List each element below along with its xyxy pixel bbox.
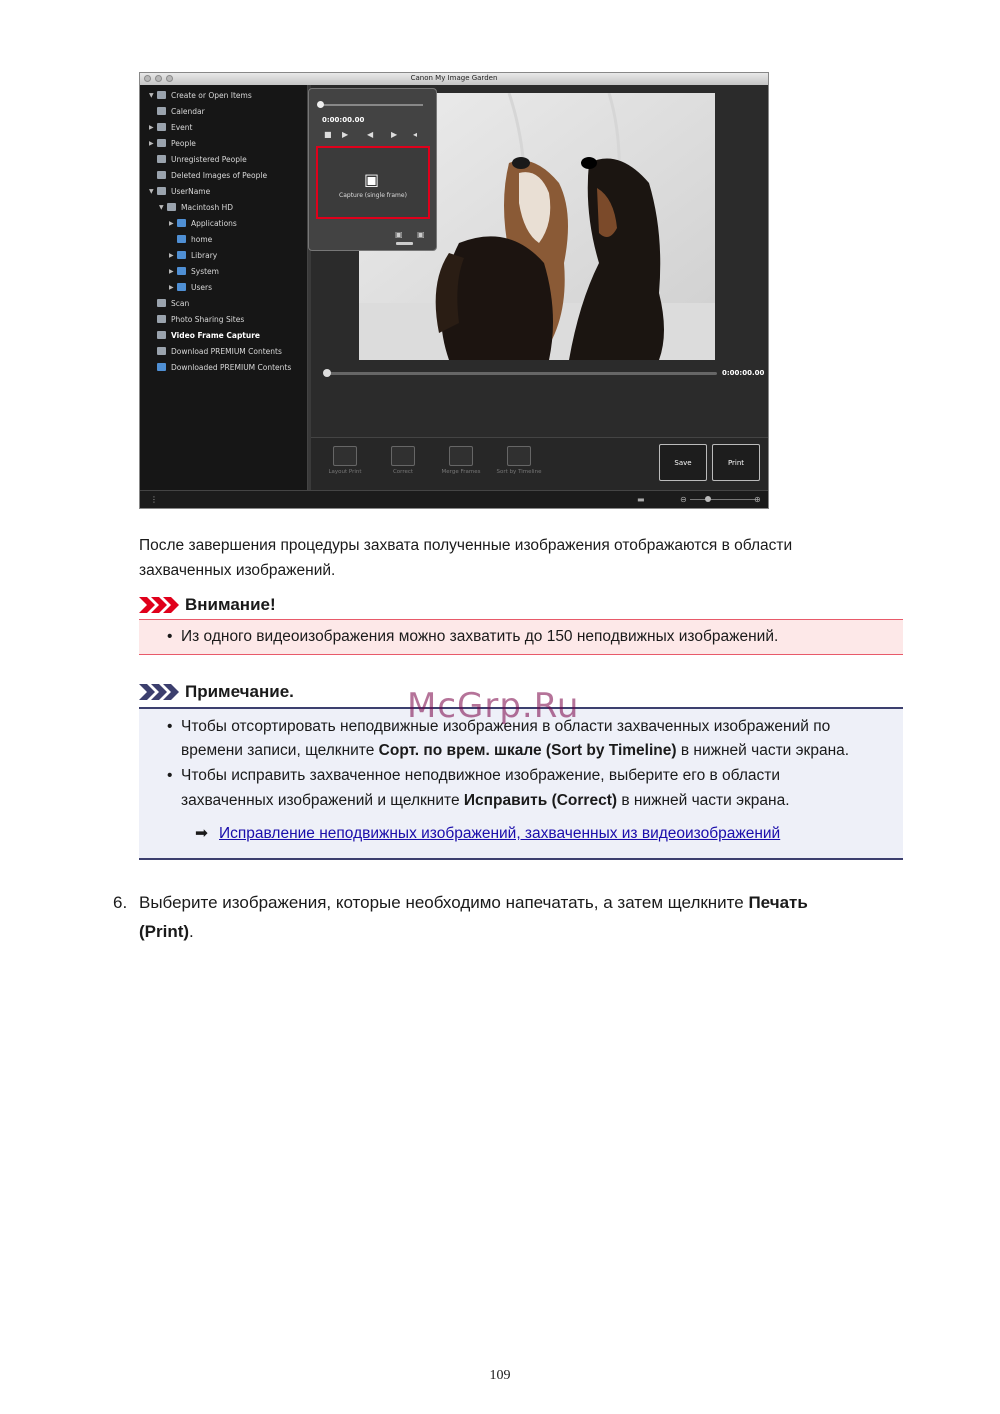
note-title: Примечание. — [185, 682, 294, 701]
video-icon — [157, 331, 166, 339]
disclosure-triangle-icon[interactable]: ▶ — [149, 139, 154, 147]
sidebar-item[interactable] — [169, 248, 217, 262]
video-seekbar[interactable] — [325, 372, 717, 375]
video-timecode: 0:00:00.00 — [722, 369, 765, 377]
note1-line2-end: в нижней части экрана. — [676, 742, 850, 759]
sidebar-item[interactable] — [159, 200, 233, 214]
merge-frames-icon — [449, 446, 473, 466]
sidebar-item-label: Scan — [171, 298, 190, 308]
save-button[interactable]: Save — [659, 444, 707, 481]
note2-line2-text: захваченных изображений и щелкните — [181, 792, 464, 809]
sidebar-item-label: Download PREMIUM Contents — [171, 346, 282, 356]
app-screenshot — [139, 72, 769, 509]
disclosure-triangle-icon[interactable]: ▼ — [149, 91, 154, 99]
sidebar-item-label: Calendar — [171, 106, 205, 116]
attention-item: Из одного видеоизображения можно захватить до 150 неподвижных изображений. — [181, 628, 779, 645]
sidebar-item[interactable] — [149, 296, 189, 310]
layout-print-button[interactable] — [321, 446, 369, 475]
layout-print-icon — [333, 446, 357, 466]
people-icon — [157, 139, 166, 147]
disclosure-triangle-icon[interactable]: ▼ — [159, 203, 164, 211]
correct-term: Исправить (Correct) — [463, 792, 618, 809]
correct-still-images-link[interactable]: Исправление неподвижных изображений, захваченных из видеоизображений — [219, 825, 781, 842]
camera-icon: ▣ — [364, 170, 380, 189]
panel-mini-bar[interactable] — [396, 242, 413, 245]
sidebar-item-label: Unregistered People — [171, 154, 247, 164]
folder-icon — [177, 235, 186, 243]
play-icon[interactable]: ▶ — [342, 130, 349, 139]
sidebar-item[interactable] — [149, 344, 282, 358]
sidebar-item-label: People — [171, 138, 196, 148]
page-number: 109 — [489, 1368, 511, 1383]
print-term: Печать — [748, 893, 808, 912]
sidebar-item[interactable] — [169, 232, 212, 246]
photo-sharing-icon — [157, 315, 166, 323]
sidebar-item[interactable] — [149, 312, 244, 326]
attention-header — [139, 591, 903, 619]
window-title: Canon My Image Garden — [410, 74, 498, 82]
panel-time: 0:00:00.00 — [322, 116, 365, 124]
disclosure-triangle-icon[interactable]: ▶ — [169, 267, 174, 275]
stop-icon[interactable]: ■ — [324, 130, 332, 139]
sidebar-item[interactable] — [149, 328, 260, 342]
sidebar-item[interactable] — [149, 184, 210, 198]
result-paragraph — [139, 533, 899, 583]
sidebar-item-label: Create or Open Items — [171, 90, 252, 100]
sidebar-item-label: Macintosh HD — [181, 202, 234, 212]
sidebar-item-label: Video Frame Capture — [171, 330, 261, 340]
correct-button[interactable] — [379, 446, 427, 475]
view-toggle-icon[interactable]: ▬ — [637, 495, 645, 504]
sidebar-item[interactable] — [149, 360, 291, 374]
sidebar-item-label: System — [191, 266, 219, 276]
sidebar-item-label: Photo Sharing Sites — [171, 314, 245, 324]
step-line2-end: . — [189, 922, 194, 941]
paragraph-line-1: После завершения процедуры захвата полученные изображения отображаются в области — [139, 537, 793, 554]
note2-line2 — [181, 789, 790, 814]
folder-icon — [177, 267, 186, 275]
sidebar-item-label: Deleted Images of People — [171, 170, 268, 180]
sidebar-item[interactable] — [169, 280, 212, 294]
panel-slider-knob[interactable] — [317, 101, 324, 108]
sidebar-item[interactable] — [169, 216, 237, 230]
sidebar-item-label: home — [191, 234, 213, 244]
note-body — [139, 707, 903, 860]
capture-mode-icon[interactable]: ▣ — [395, 230, 403, 239]
print-button[interactable]: Print — [712, 444, 760, 481]
zoom-out-icon[interactable]: ⊖ — [680, 495, 687, 504]
sidebar-item-label: Applications — [191, 218, 237, 228]
note-chevrons-icon — [139, 684, 181, 700]
sidebar-item-label: Event — [171, 122, 193, 132]
sidebar-item[interactable] — [149, 152, 247, 166]
folder-icon — [177, 219, 186, 227]
attention-title: Внимание! — [185, 595, 276, 614]
watermark: McGrp.Ru — [407, 686, 580, 726]
sidebar-item[interactable] — [149, 168, 267, 182]
sidebar-item[interactable] — [149, 120, 193, 134]
sidebar-item[interactable] — [149, 136, 196, 150]
volume-icon[interactable]: ◂ — [413, 130, 418, 139]
merge-frames-button[interactable] — [437, 446, 485, 475]
disclosure-triangle-icon[interactable]: ▶ — [169, 219, 174, 227]
capture-settings-icon[interactable]: ▣ — [417, 230, 425, 239]
bullet: • — [167, 628, 173, 645]
capture-single-frame-button[interactable] — [316, 146, 430, 219]
person-icon — [157, 171, 166, 179]
capture-label: Capture (single frame) — [339, 192, 407, 199]
correct-icon — [391, 446, 415, 466]
status-bar — [140, 490, 768, 509]
zoom-in-icon[interactable]: ⊕ — [754, 495, 761, 504]
video-area — [311, 85, 768, 437]
step-text — [139, 888, 899, 946]
sidebar-item-label: Library — [191, 250, 218, 260]
computer-icon — [157, 187, 166, 195]
sort-by-timeline-button[interactable] — [495, 446, 543, 475]
attention-chevrons-icon — [139, 597, 181, 613]
event-icon — [157, 123, 166, 131]
attention-block — [139, 591, 903, 655]
disclosure-triangle-icon[interactable]: ▶ — [149, 123, 154, 131]
print-term-en: (Print) — [139, 922, 190, 941]
disclosure-triangle-icon[interactable]: ▼ — [149, 187, 154, 195]
note1-line1: Чтобы отсортировать неподвижные изображения в области захваченных изображений по — [181, 718, 831, 735]
video-seek-knob[interactable] — [323, 369, 331, 377]
sidebar — [140, 85, 308, 490]
correct-label: Correct — [392, 469, 414, 475]
sidebar-item[interactable] — [149, 88, 252, 102]
merge-frames-label: Merge Frames — [441, 469, 481, 475]
disclosure-triangle-icon[interactable]: ▶ — [169, 283, 174, 291]
note1-line2 — [181, 739, 849, 764]
sidebar-item-label: UserName — [171, 186, 211, 196]
fast-forward-icon[interactable]: ▶ — [391, 130, 398, 139]
layout-print-label: Layout Print — [328, 469, 362, 475]
create-icon — [157, 91, 166, 99]
capture-panel — [308, 88, 437, 251]
step-number: 6. — [113, 893, 128, 912]
sidebar-item-label: Downloaded PREMIUM Contents — [171, 362, 292, 372]
step-line1-text: Выберите изображения, которые необходимо напечатать, а затем щелкните — [139, 893, 749, 912]
sidebar-item-label: Users — [191, 282, 213, 292]
folder-icon — [177, 251, 186, 259]
sidebar-item[interactable] — [149, 104, 205, 118]
bullet: • — [167, 767, 173, 784]
rewind-icon[interactable]: ◀ — [367, 130, 374, 139]
note2-line2-end: в нижней части экрана. — [617, 792, 790, 809]
drive-icon — [167, 203, 176, 211]
bullet: • — [167, 718, 173, 735]
person-icon — [157, 155, 166, 163]
calendar-icon — [157, 107, 166, 115]
info-icon[interactable]: ⋮ — [150, 495, 158, 504]
zoom-slider-knob[interactable] — [705, 496, 711, 502]
attention-body — [139, 619, 903, 655]
sidebar-item[interactable] — [169, 264, 219, 278]
sort-by-timeline-term: Сорт. по врем. шкале (Sort by Timeline) — [378, 742, 677, 759]
sort-by-timeline-icon — [507, 446, 531, 466]
link-arrow-icon: ➡ — [195, 825, 208, 842]
note1-line2-text: времени записи, щелкните — [181, 742, 379, 759]
scan-icon — [157, 299, 166, 307]
download-icon — [157, 347, 166, 355]
paragraph-line-2: захваченных изображений. — [139, 562, 336, 579]
folder-icon — [157, 363, 166, 371]
folder-icon — [177, 283, 186, 291]
panel-slider[interactable] — [319, 104, 423, 106]
zoom-slider[interactable] — [690, 499, 756, 500]
disclosure-triangle-icon[interactable]: ▶ — [169, 251, 174, 259]
note2-line1: Чтобы исправить захваченное неподвижное изображение, выберите его в области — [181, 767, 781, 784]
bottom-toolbar — [311, 437, 768, 491]
sort-by-timeline-label: Sort by Timeline — [496, 469, 542, 475]
